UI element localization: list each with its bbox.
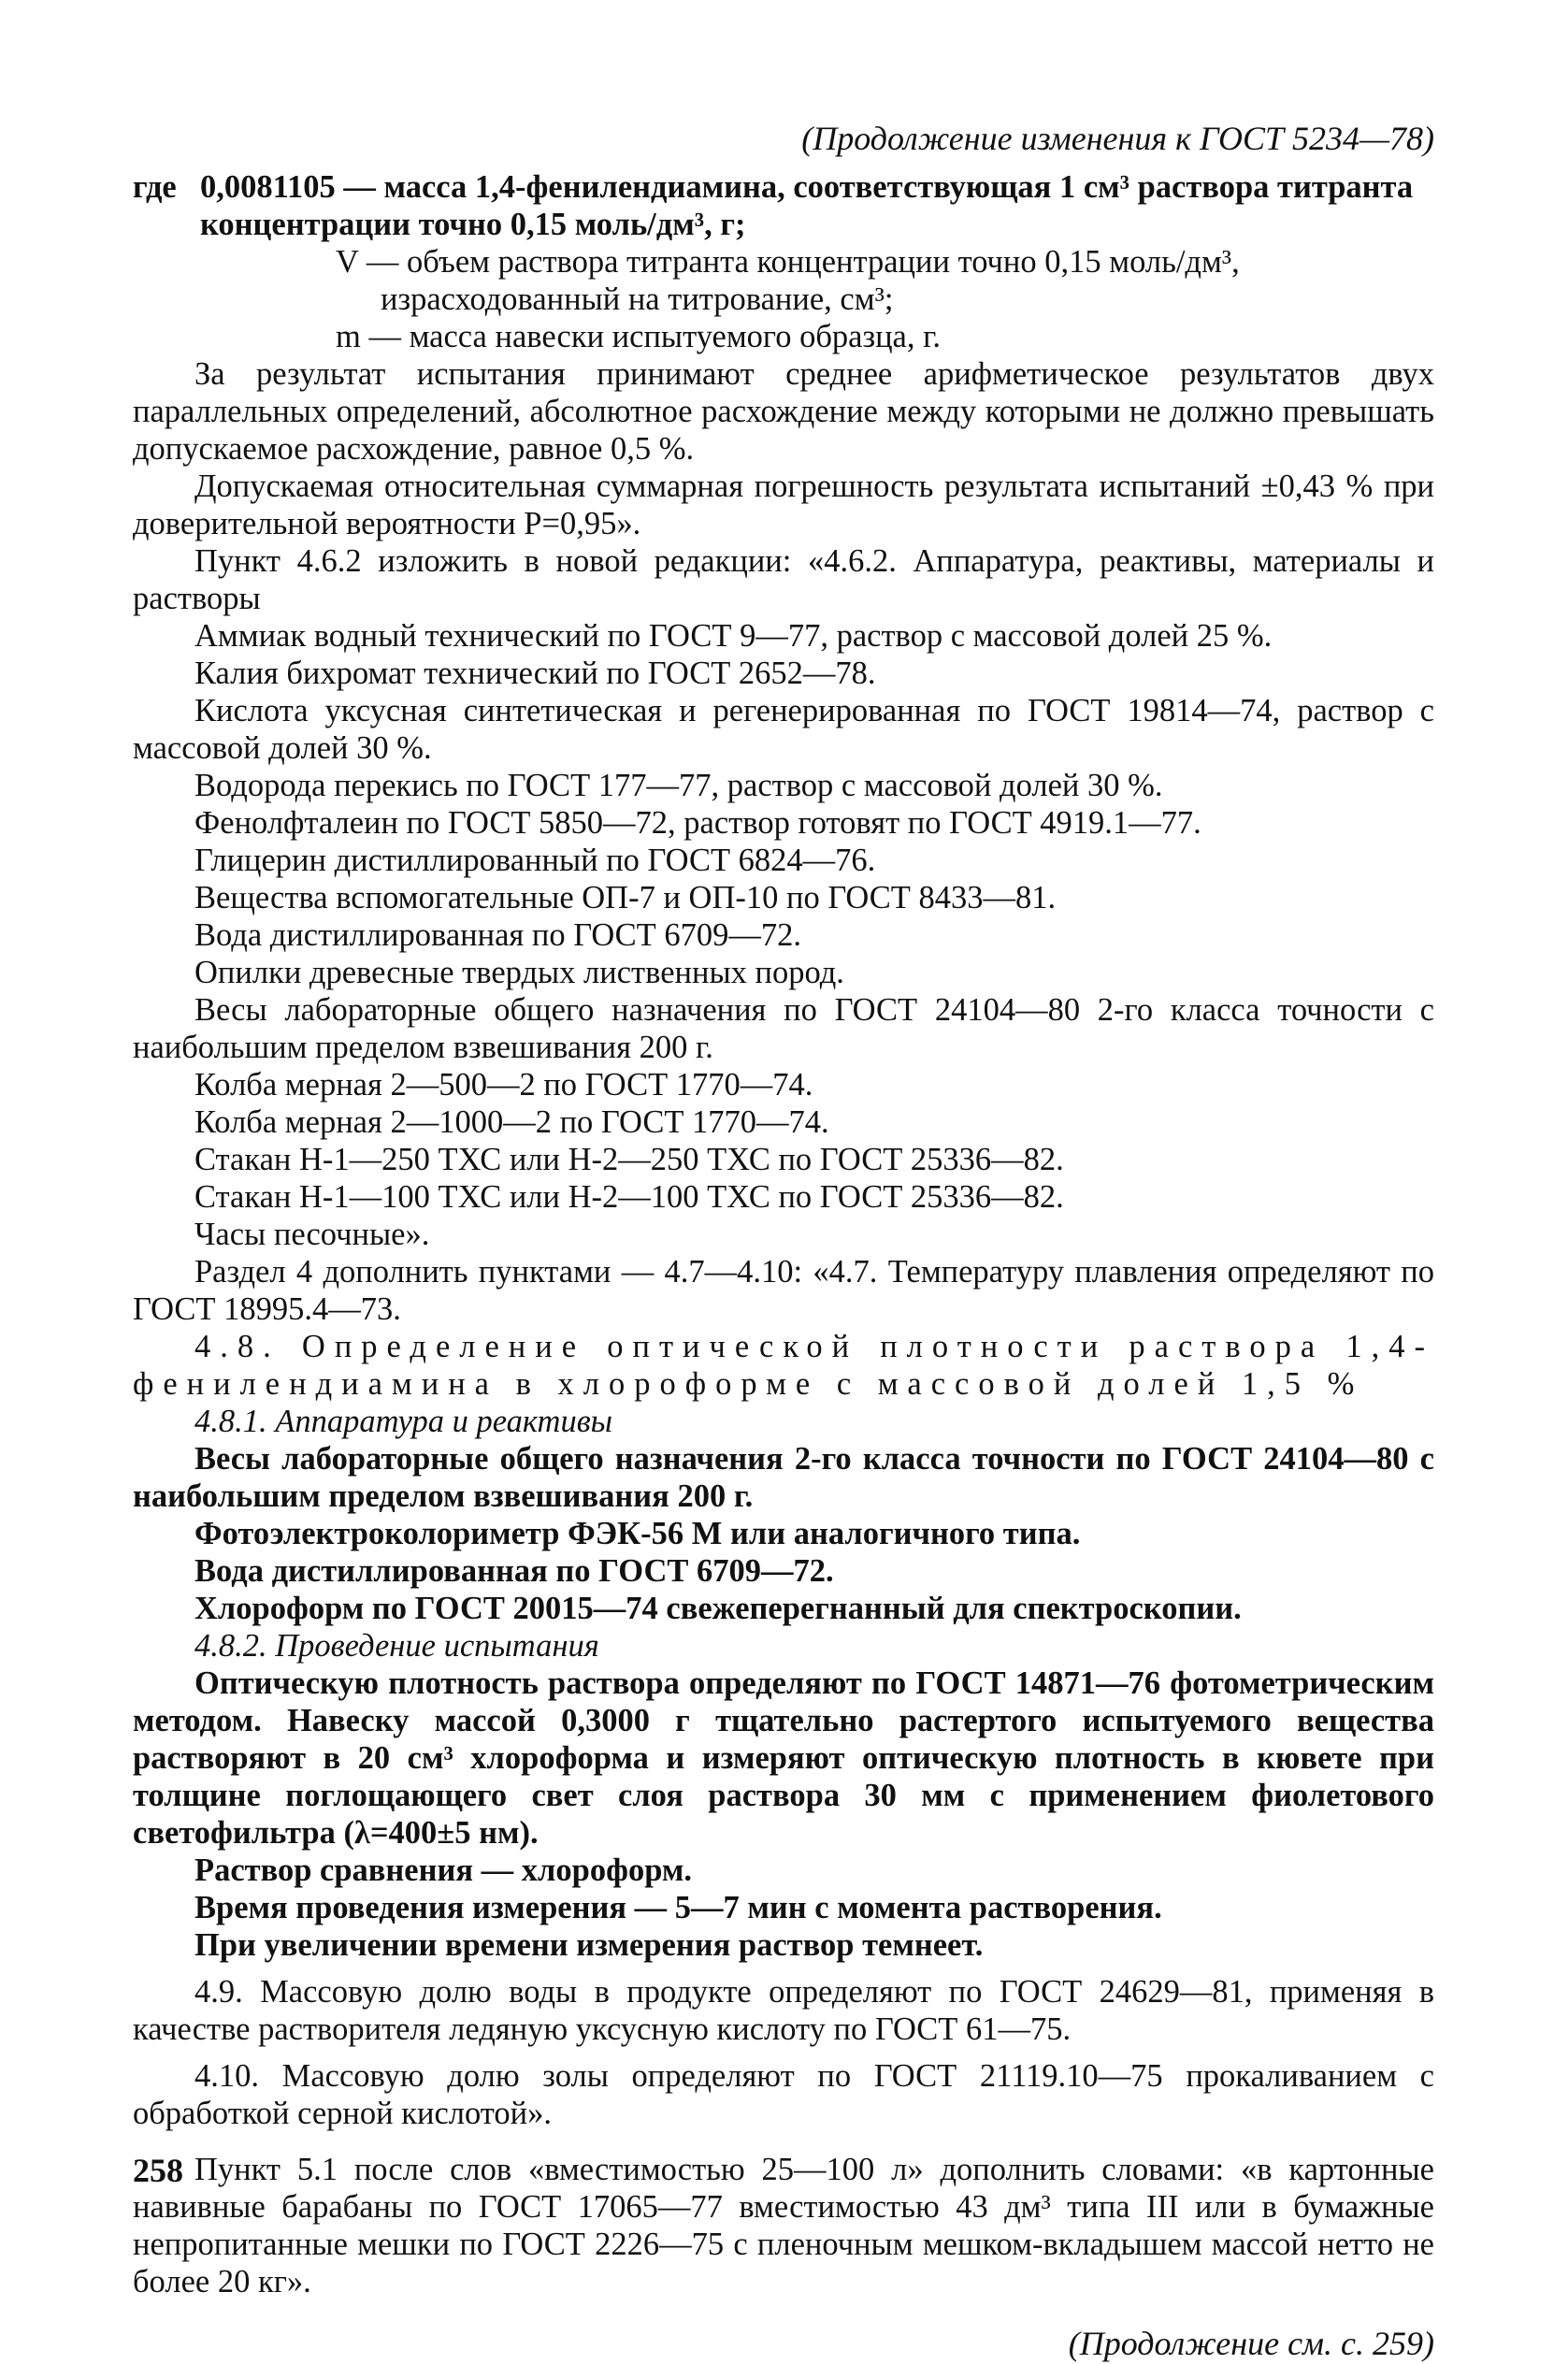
paragraph: 4.9. Массовую долю воды в продукте определяют по ГОСТ 24629—81, применяя в качестве растворителя ледяную уксусную кислоту по ГОСТ 61—75. — [133, 1974, 1434, 2047]
paragraph: Хлороформ по ГОСТ 20015—74 свежеперегнанный для спектроскопии. — [194, 1591, 1242, 1626]
paragraph: Стакан Н-1—250 ТХС или Н-2—250 ТХС по ГОСТ 25336—82. — [194, 1142, 1064, 1177]
subsection-heading: 4.8.1. Аппаратура и реактивы — [194, 1404, 613, 1439]
paragraph: Водорода перекись по ГОСТ 177—77, раствор с массовой долей 30 %. — [194, 768, 1163, 803]
paragraph: 4.10. Массовую долю золы определяют по ГОСТ 21119.10—75 прокаливанием с обработкой серной кислотой». — [133, 2058, 1434, 2131]
paragraph: Вода дистиллированная по ГОСТ 6709—72. — [194, 1553, 834, 1589]
paragraph: Фотоэлектроколориметр ФЭК-56 М или аналогичного типа. — [194, 1516, 1081, 1551]
subsection-heading: 4.8.2. Проведение испытания — [194, 1628, 599, 1664]
paragraph: Вещества вспомогательные ОП-7 и ОП-10 по ГОСТ 8433—81. — [194, 880, 1057, 915]
formula-definitions — [133, 168, 1434, 355]
paragraph: Раствор сравнения — хлороформ. — [194, 1852, 692, 1888]
paragraph: Колба мерная 2—500—2 по ГОСТ 1770—74. — [194, 1067, 813, 1103]
paragraph: Время проведения измерения — 5—7 мин с момента растворения. — [194, 1890, 1162, 1925]
paragraph: Колба мерная 2—1000—2 по ГОСТ 1770—74. — [194, 1104, 829, 1140]
paragraph: Допускаемая относительная суммарная погрешность результата испытаний ±0,43 % при доверительной вероятности P=0,95». — [133, 468, 1434, 541]
page-number: 258 — [133, 2152, 183, 2189]
paragraph: Стакан Н-1—100 ТХС или Н-2—100 ТХС по ГОСТ 25336—82. — [194, 1179, 1064, 1215]
definitions-lead: где — [133, 169, 177, 205]
paragraph: Опилки древесные твердых лиственных пород. — [194, 955, 844, 990]
definition-item: 0,0081105 — масса 1,4-фенилендиамина, соответствующая 1 см³ раствора титранта концентрации точно 0,15 моль/дм³, г; — [200, 169, 1414, 242]
paragraph: Пункт 4.6.2 изложить в новой редакции: «4.6.2. Аппаратура, реактивы, материалы и растворы — [133, 543, 1434, 616]
paragraph: При увеличении времени измерения раствор темнеет. — [194, 1927, 984, 1963]
paragraph: Кислота уксусная синтетическая и регенерированная по ГОСТ 19814—74, раствор с массовой долей 30 %. — [133, 693, 1434, 766]
definition-item: V — объем раствора титранта концентрации точно 0,15 моль/дм³, израсходованный на титрование, см³; — [336, 244, 1240, 317]
paragraph: Часы песочные». — [194, 1217, 430, 1252]
section-heading: 4.8. Определение оптической плотности раствора 1,4-фенилендиамина в хлороформе с массовой долей 1,5 % — [133, 1329, 1434, 1402]
paragraph: За результат испытания принимают среднее арифметическое результатов двух параллельных определений, абсолютное расхождение между которыми не должно превышать допускаемое расхождение, равное 0,5 %. — [133, 356, 1434, 467]
paragraph: Весы лабораторные общего назначения 2-го класса точности по ГОСТ 24104—80 с наибольшим пределом взвешивания 200 г. — [133, 1441, 1434, 1514]
paragraph: Глицерин дистиллированный по ГОСТ 6824—76. — [194, 843, 876, 878]
continuation-note: (Продолжение см. с. 259) — [1068, 2325, 1434, 2362]
paragraph: Калия бихромат технический по ГОСТ 2652—78. — [194, 656, 876, 691]
paragraph: Вода дистиллированная по ГОСТ 6709—72. — [194, 917, 801, 953]
running-header: (Продолжение изменения к ГОСТ 5234—78) — [801, 120, 1434, 157]
paragraph: Раздел 4 дополнить пунктами — 4.7—4.10: «4.7. Температуру плавления определяют по ГОСТ 18995.4—73. — [133, 1254, 1434, 1327]
paragraph: Оптическую плотность раствора определяют по ГОСТ 14871—76 фотометрическим методом. Навеску массой 0,3000 г тщательно растертого испытуемого вещества растворяют в 20 см³ хлороформа и измеряют оптическую плотность в кювете при толщине поглощающего свет слоя раствора 30 мм с применением фиолетового светофильтра (λ=400±5 нм). — [133, 1665, 1434, 1851]
paragraph: Фенолфталеин по ГОСТ 5850—72, раствор готовят по ГОСТ 4919.1—77. — [194, 805, 1201, 841]
definition-item: m — масса навески испытуемого образца, г. — [336, 319, 941, 354]
paragraph: Весы лабораторные общего назначения по ГОСТ 24104—80 2-го класса точности с наибольшим пределом взвешивания 200 г. — [133, 992, 1434, 1065]
paragraph: Аммиак водный технический по ГОСТ 9—77, раствор с массовой долей 25 %. — [194, 618, 1273, 654]
page-content — [133, 120, 1434, 2362]
paragraph: Пункт 5.1 после слов «вместимостью 25—100 л» дополнить словами: «в картонные навивные барабаны по ГОСТ 17065—77 вместимостью 43 дм³ типа III или в бумажные непропитанные мешки по ГОСТ 2226—75 с пленочным мешком-вкладышем массой нетто не более 20 кг». — [133, 2152, 1434, 2299]
